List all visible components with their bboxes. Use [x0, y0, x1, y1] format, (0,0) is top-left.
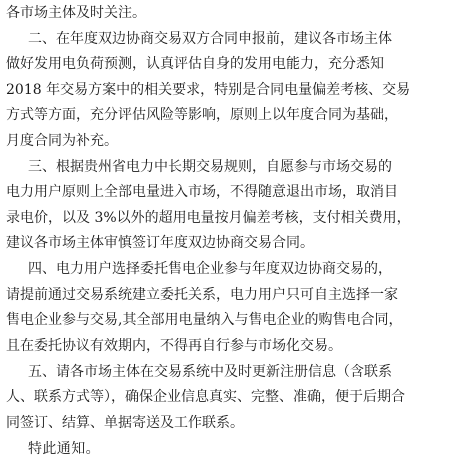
- paragraph-4-line-1: 四、电力用户选择委托售电企业参与年度双边协商交易的，: [28, 261, 392, 277]
- paragraph-2-line-4: 方式等方面，充分评估风险等影响，原则上以年度合同为基础，: [6, 107, 398, 123]
- paragraph-3-line-4: 建议各市场主体审慎签订年度双边协商交易合同。: [6, 235, 314, 251]
- paragraph-4-line-4: 且在委托协议有效期内，不得再自行参与市场化交易。: [6, 338, 342, 354]
- paragraph-5-line-1: 五、请各市场主体在交易系统中及时更新注册信息（含联系: [28, 364, 392, 380]
- paragraph-4-line-2: 请提前通过交易系统建立委托关系，电力用户只可自主选择一家: [6, 287, 398, 303]
- paragraph-2-line-3: 2018 年交易方案中的相关要求，特别是合同电量偏差考核、交易: [6, 82, 411, 98]
- paragraph-3-line-1: 三、根据贵州省电力中长期交易规则，自愿参与市场交易的: [28, 159, 392, 175]
- paragraph-5-line-2: 人、联系方式等），确保企业信息真实、完整、准确，便于后期合: [6, 389, 405, 405]
- paragraph-4-line-3: 售电企业参与交易,其全部用电量纳入与售电企业的购售电合同，: [6, 312, 403, 328]
- paragraph-3-line-2: 电力用户原则上全部电量进入市场，不得随意退出市场，取消目: [6, 184, 398, 200]
- paragraph-2-line-5: 月度合同为补充。: [6, 133, 118, 149]
- paragraph-5-line-3: 同签订、结算、单据寄送及工作联系。: [6, 415, 244, 431]
- paragraph-3-line-3: 录电价，以及 3%以外的超用电量按月偏差考核，支付相关费用，: [6, 210, 411, 226]
- paragraph-1-line-1: 各市场主体及时关注。: [6, 5, 146, 21]
- closing-notice: 特此通知。: [28, 441, 100, 457]
- paragraph-2-line-1: 二、在年度双边协商交易双方合同申报前，建议各市场主体: [28, 31, 392, 47]
- paragraph-2-line-2: 做好发用电负荷预测，认真评估自身的发用电能力，充分悉知: [6, 56, 384, 72]
